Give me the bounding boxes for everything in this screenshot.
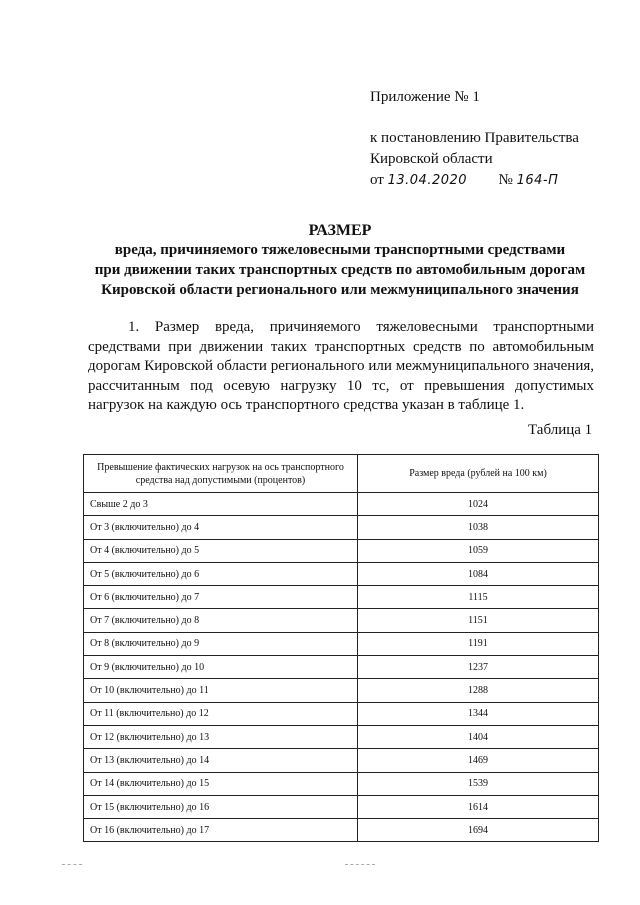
overload-range-cell: От 13 (включительно) до 14: [84, 749, 358, 772]
overload-range-cell: От 8 (включительно) до 9: [84, 632, 358, 655]
damage-value-cell: 1191: [358, 632, 599, 655]
overload-range-cell: От 5 (включительно) до 6: [84, 562, 358, 585]
table-row: [84, 725, 599, 748]
table-row: [84, 632, 599, 655]
table-row: [84, 679, 599, 702]
overload-range-cell: От 4 (включительно) до 5: [84, 539, 358, 562]
paragraph-text: 1. Размер вреда, причиняемого тяжеловесными транспортными средствами при движении таких транспортных средств по автомобильным дорогам Кировской области регионального или межмуниципального значения, рассчитанным под осевую нагрузку 10 тс, от превышения допустимых нагрузок на каждую ось транспортного средства указан в таблице 1.: [88, 319, 594, 414]
overload-range-cell: От 14 (включительно) до 15: [84, 772, 358, 795]
appendix-region-line: Кировской области: [370, 151, 493, 167]
damage-value-cell: 1404: [358, 725, 599, 748]
table-row: [84, 586, 599, 609]
body-paragraph: [88, 318, 594, 416]
bottom-mark-center: [345, 864, 375, 866]
table-row: [84, 819, 599, 842]
date-prefix: от: [370, 172, 384, 188]
table-row: [84, 656, 599, 679]
table-row: [84, 795, 599, 818]
overload-range-cell: От 15 (включительно) до 16: [84, 795, 358, 818]
table-header-row: [84, 455, 599, 493]
overload-range-cell: От 16 (включительно) до 17: [84, 819, 358, 842]
table-row: [84, 609, 599, 632]
table-row: [84, 772, 599, 795]
overload-range-cell: От 11 (включительно) до 12: [84, 702, 358, 725]
subtitle-line: вреда, причиняемого тяжеловесными транспортными средствами: [114, 242, 566, 258]
overload-range-cell: От 7 (включительно) до 8: [84, 609, 358, 632]
handwritten-date: 13.04.2020: [387, 173, 468, 188]
handwritten-number: 164-П: [516, 173, 559, 188]
damage-value-cell: 1469: [358, 749, 599, 772]
subtitle-line: при движении таких транспортных средств по автомобильным дорогам: [94, 262, 586, 278]
column-header-damage: Размер вреда (рублей на 100 км): [358, 455, 599, 493]
table-row: [84, 539, 599, 562]
appendix-to-line: к постановлению Правительства: [370, 130, 579, 146]
table-row: [84, 493, 599, 516]
table-row: [84, 516, 599, 539]
overload-range-cell: От 6 (включительно) до 7: [84, 586, 358, 609]
overload-range-cell: От 10 (включительно) до 11: [84, 679, 358, 702]
damage-value-cell: 1288: [358, 679, 599, 702]
bottom-mark-left: [62, 864, 82, 866]
damage-value-cell: 1237: [358, 656, 599, 679]
overload-range-cell: От 3 (включительно) до 4: [84, 516, 358, 539]
overload-range-cell: От 9 (включительно) до 10: [84, 656, 358, 679]
appendix-label: Приложение № 1: [370, 89, 480, 105]
document-heading: РАЗМЕР: [308, 222, 372, 239]
table-row: [84, 749, 599, 772]
appendix-date-line: [370, 170, 620, 191]
appendix-block: [370, 87, 620, 191]
damage-table: [83, 454, 599, 842]
damage-value-cell: 1344: [358, 702, 599, 725]
damage-value-cell: 1059: [358, 539, 599, 562]
table-caption: Таблица 1: [528, 422, 593, 438]
table-row: [84, 702, 599, 725]
table-row: [84, 562, 599, 585]
damage-value-cell: 1694: [358, 819, 599, 842]
damage-value-cell: 1115: [358, 586, 599, 609]
damage-value-cell: 1024: [358, 493, 599, 516]
damage-value-cell: 1539: [358, 772, 599, 795]
damage-value-cell: 1038: [358, 516, 599, 539]
document-subtitle: [40, 240, 640, 300]
subtitle-line: Кировской области регионального или межмуниципального значения: [101, 282, 579, 298]
column-header-overload: Превышение фактических нагрузок на ось транспортного средства над допустимыми (процентов): [84, 455, 358, 493]
overload-range-cell: От 12 (включительно) до 13: [84, 725, 358, 748]
overload-range-cell: Свыше 2 до 3: [84, 493, 358, 516]
damage-value-cell: 1614: [358, 795, 599, 818]
damage-value-cell: 1151: [358, 609, 599, 632]
number-prefix: №: [498, 172, 513, 188]
damage-value-cell: 1084: [358, 562, 599, 585]
